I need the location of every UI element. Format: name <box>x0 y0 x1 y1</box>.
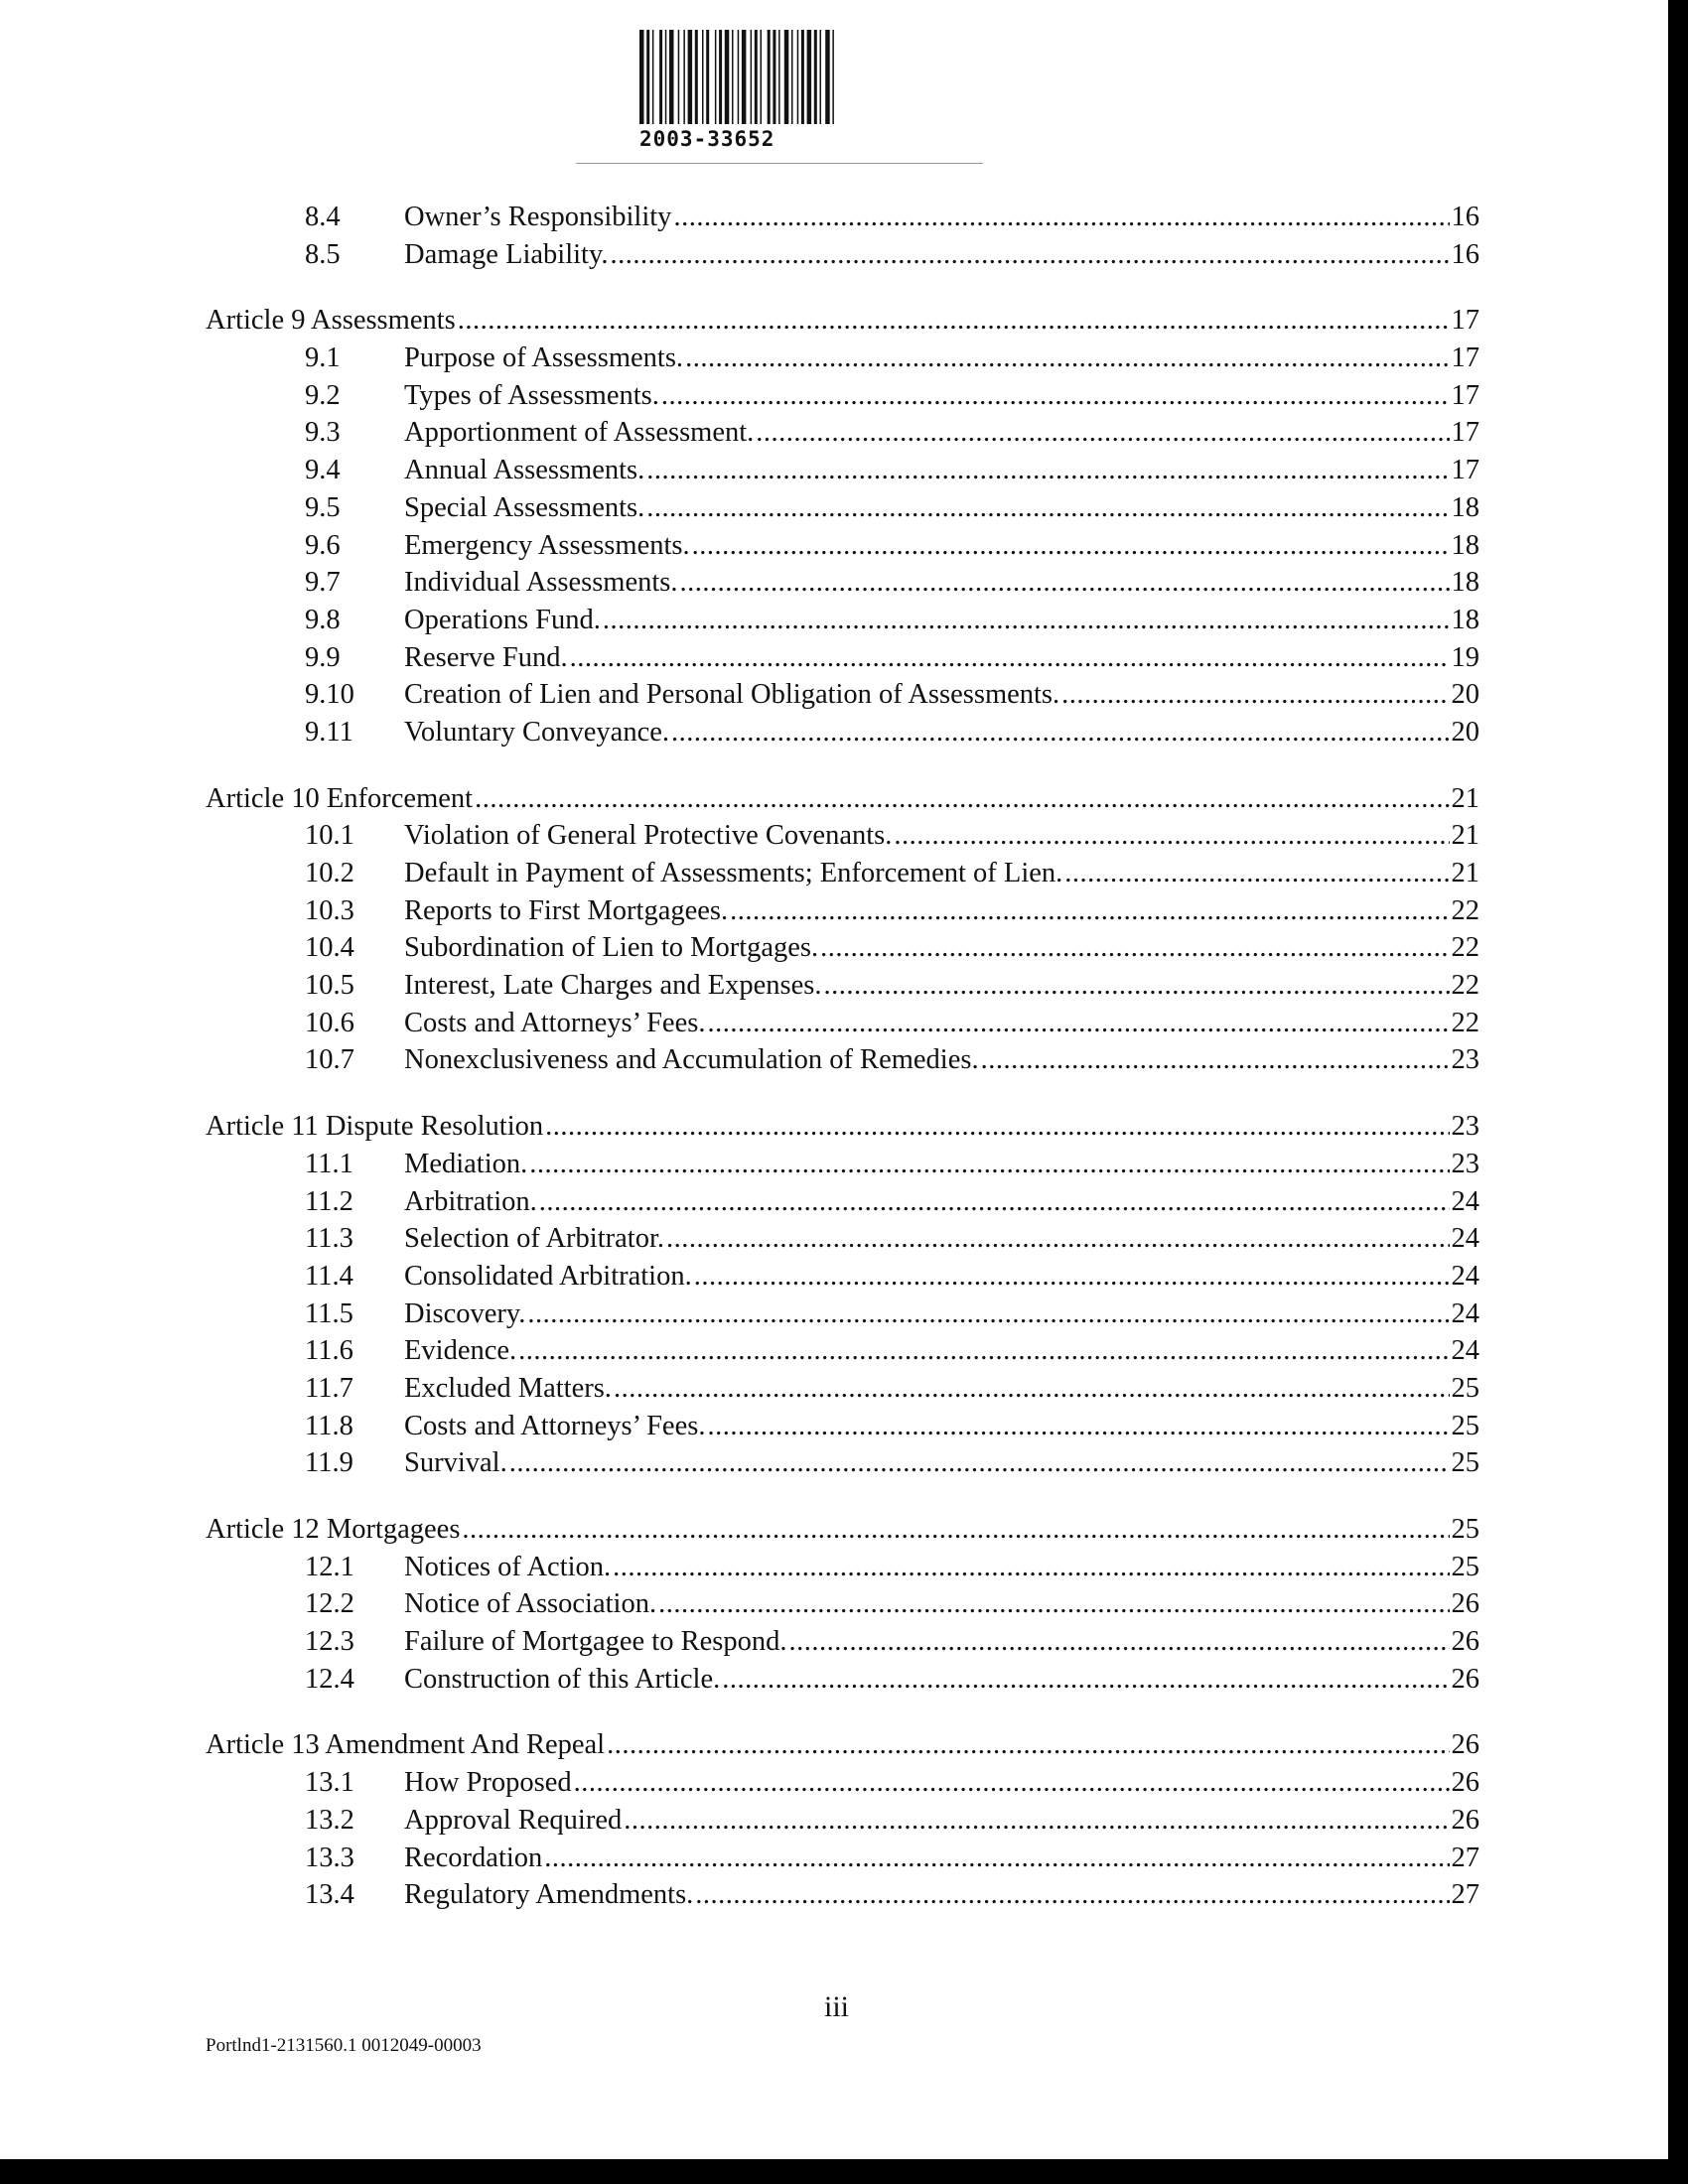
leader-dots <box>730 892 1449 930</box>
section-title: Emergency Assessments. <box>404 529 690 561</box>
toc-section-row <box>206 564 1479 602</box>
leader-dots <box>671 714 1450 751</box>
leader-dots <box>824 967 1450 1005</box>
barcode-bar <box>695 30 698 124</box>
section-title: Construction of this Article. <box>404 1663 721 1695</box>
leader-dots <box>539 1183 1450 1221</box>
section-number: 10.5 <box>305 970 354 1002</box>
table-of-contents <box>206 199 1479 1943</box>
toc-group <box>206 199 1479 273</box>
article-page: 25 <box>1451 1514 1479 1545</box>
barcode-bar <box>639 30 644 124</box>
leader-dots <box>673 199 1449 236</box>
leader-dots <box>680 564 1450 602</box>
section-number: 13.3 <box>305 1842 354 1873</box>
section-title: Annual Assessments. <box>404 455 645 486</box>
toc-section-row <box>206 452 1479 489</box>
section-number: 11.5 <box>305 1297 353 1329</box>
article-title: Article 13 Amendment And Repeal <box>206 1729 606 1761</box>
section-page: 16 <box>1451 202 1479 232</box>
article-page: 23 <box>1451 1111 1479 1143</box>
toc-section-row <box>206 1146 1479 1183</box>
toc-section-row <box>206 236 1479 274</box>
section-page: 23 <box>1451 1148 1479 1179</box>
barcode-bar <box>652 30 654 124</box>
leader-dots <box>1061 676 1449 714</box>
toc-section-row <box>206 1444 1479 1482</box>
toc-section-row <box>206 1876 1479 1914</box>
barcode-bar <box>742 30 747 124</box>
section-number: 9.7 <box>305 567 341 599</box>
toc-section-row <box>206 855 1479 892</box>
toc-group <box>206 1726 1479 1913</box>
barcode-bar <box>732 30 734 124</box>
section-number: 11.6 <box>305 1335 353 1367</box>
toc-group <box>206 1108 1479 1482</box>
section-number: 12.3 <box>305 1626 354 1658</box>
toc-section-row <box>206 1370 1479 1408</box>
leader-dots <box>570 639 1450 677</box>
section-title: Interest, Late Charges and Expenses. <box>404 970 822 1002</box>
section-page: 25 <box>1451 1372 1479 1404</box>
section-page: 20 <box>1451 679 1479 711</box>
section-number: 8.5 <box>305 238 341 270</box>
leader-dots <box>475 780 1449 818</box>
section-number: 11.8 <box>305 1410 353 1441</box>
barcode-image <box>635 30 933 124</box>
section-title: Purpose of Assessments. <box>404 342 684 374</box>
barcode-bar <box>768 30 771 124</box>
section-title: Operations Fund. <box>404 604 601 635</box>
section-title: Approval Required <box>404 1804 623 1836</box>
section-number: 9.5 <box>305 491 341 523</box>
barcode-bar <box>791 30 793 124</box>
section-number: 11.7 <box>305 1372 353 1404</box>
leader-dots <box>820 929 1449 967</box>
article-page: 21 <box>1451 782 1479 814</box>
section-page: 21 <box>1451 820 1479 852</box>
section-page: 17 <box>1451 455 1479 486</box>
section-title: Special Assessments. <box>404 491 645 523</box>
toc-section-row <box>206 1332 1479 1370</box>
section-number: 10.3 <box>305 894 354 926</box>
section-page: 26 <box>1451 1626 1479 1658</box>
toc-section-row <box>206 1005 1479 1042</box>
document-id: Portlnd1-2131560.1 0012049-00003 <box>206 2035 482 2056</box>
article-title: Article 10 Enforcement <box>206 782 474 814</box>
toc-section-row <box>206 1840 1479 1877</box>
section-title: Excluded Matters. <box>404 1372 612 1404</box>
barcode-bar <box>659 30 662 124</box>
section-title: Evidence. <box>404 1335 517 1367</box>
section-title: Recordation <box>404 1842 543 1873</box>
barcode-bar <box>706 30 709 124</box>
leader-dots <box>518 1332 1449 1370</box>
barcode-bar <box>669 30 674 124</box>
toc-group <box>206 1511 1479 1698</box>
toc-section-row <box>206 714 1479 751</box>
section-page: 18 <box>1451 604 1479 635</box>
toc-article-row <box>206 1511 1479 1549</box>
toc-section-row <box>206 414 1479 452</box>
section-number: 9.6 <box>305 529 341 561</box>
section-number: 11.1 <box>305 1148 353 1179</box>
section-title: Damage Liability. <box>404 238 609 270</box>
barcode-bar <box>719 30 722 124</box>
section-title: Reserve Fund. <box>404 641 568 673</box>
section-title: Consolidated Arbitration. <box>404 1260 692 1292</box>
barcode-bar <box>773 30 775 124</box>
barcode-bar <box>778 30 780 124</box>
barcode-bar <box>646 30 649 124</box>
toc-section-row <box>206 340 1479 377</box>
section-number: 9.1 <box>305 342 341 374</box>
section-number: 9.11 <box>305 716 353 748</box>
section-page: 18 <box>1451 567 1479 599</box>
section-title: Notice of Association. <box>404 1588 657 1620</box>
leader-dots <box>707 1408 1449 1445</box>
section-page: 27 <box>1451 1879 1479 1911</box>
leader-dots <box>707 1005 1449 1042</box>
barcode-bar <box>715 30 717 124</box>
barcode-bar <box>688 30 693 124</box>
section-page: 22 <box>1451 932 1479 964</box>
leader-dots <box>458 302 1450 340</box>
toc-group <box>206 780 1479 1080</box>
toc-section-row <box>206 1802 1479 1840</box>
toc-section-row <box>206 1041 1479 1079</box>
leader-dots <box>692 527 1450 565</box>
toc-section-row <box>206 1408 1479 1445</box>
leader-dots <box>666 1220 1450 1258</box>
section-number: 8.4 <box>305 202 341 232</box>
section-number: 11.3 <box>305 1223 353 1255</box>
section-number: 13.2 <box>305 1804 354 1836</box>
section-page: 24 <box>1451 1185 1479 1217</box>
section-title: Subordination of Lien to Mortgages. <box>404 932 819 964</box>
section-page: 24 <box>1451 1297 1479 1329</box>
section-number: 11.2 <box>305 1185 353 1217</box>
toc-section-row <box>206 1549 1479 1586</box>
section-page: 17 <box>1451 379 1479 411</box>
toc-section-row <box>206 377 1479 415</box>
section-title: Survival. <box>404 1447 507 1479</box>
leader-dots <box>981 1041 1450 1079</box>
leader-dots <box>694 1258 1450 1296</box>
toc-section-row <box>206 1764 1479 1802</box>
section-title: Violation of General Protective Covenants. <box>404 820 893 852</box>
toc-section-row <box>206 639 1479 677</box>
section-page: 25 <box>1451 1410 1479 1441</box>
section-number: 10.2 <box>305 858 354 888</box>
barcode-bar <box>665 30 667 124</box>
barcode-bar <box>807 30 812 124</box>
section-number: 12.4 <box>305 1663 354 1695</box>
section-number: 11.9 <box>305 1447 353 1479</box>
barcode-bar <box>683 30 685 124</box>
section-number: 10.6 <box>305 1007 354 1038</box>
leader-dots <box>574 1764 1450 1802</box>
section-title: Nonexclusiveness and Accumulation of Remedies. <box>404 1044 979 1076</box>
section-title: Owner’s Responsibility <box>404 202 672 232</box>
barcode-bar <box>755 30 758 124</box>
section-number: 12.1 <box>305 1551 354 1582</box>
leader-dots <box>527 1296 1449 1333</box>
barcode-bar <box>751 30 753 124</box>
toc-section-row <box>206 1296 1479 1333</box>
section-title: Costs and Attorneys’ Fees. <box>404 1007 706 1038</box>
section-number: 10.4 <box>305 932 354 964</box>
section-title: Discovery. <box>404 1297 526 1329</box>
leader-dots <box>658 1585 1449 1623</box>
section-page: 22 <box>1451 1007 1479 1038</box>
leader-dots <box>462 1511 1449 1549</box>
barcode-bar <box>784 30 789 124</box>
section-number: 11.4 <box>305 1260 353 1292</box>
section-title: Regulatory Amendments. <box>404 1879 694 1911</box>
toc-section-row <box>206 967 1479 1005</box>
toc-article-row <box>206 780 1479 818</box>
section-page: 21 <box>1451 858 1479 888</box>
section-page: 26 <box>1451 1804 1479 1836</box>
article-title: Article 9 Assessments <box>206 305 456 337</box>
toc-article-row <box>206 1108 1479 1146</box>
section-title: Selection of Arbitrator. <box>404 1223 664 1255</box>
leader-dots <box>529 1146 1449 1183</box>
barcode-bar <box>678 30 680 124</box>
section-page: 22 <box>1451 894 1479 926</box>
toc-section-row <box>206 1183 1479 1221</box>
section-title: Costs and Attorneys’ Fees. <box>404 1410 706 1441</box>
section-page: 25 <box>1451 1447 1479 1479</box>
section-page: 27 <box>1451 1842 1479 1873</box>
leader-dots <box>661 377 1450 415</box>
leader-dots <box>624 1802 1449 1840</box>
section-title: Failure of Mortgagee to Respond. <box>404 1626 787 1658</box>
section-page: 20 <box>1451 716 1479 748</box>
section-number: 9.2 <box>305 379 341 411</box>
barcode-bar <box>725 30 730 124</box>
section-number: 9.8 <box>305 604 341 635</box>
leader-dots <box>788 1623 1449 1661</box>
section-title: Default in Payment of Assessments; Enforcement of Lien. <box>404 858 1063 888</box>
leader-dots <box>894 817 1449 855</box>
barcode-bar <box>814 30 817 124</box>
section-number: 13.1 <box>305 1767 354 1799</box>
section-page: 23 <box>1451 1044 1479 1076</box>
leader-dots <box>756 414 1449 452</box>
section-title: Arbitration. <box>404 1185 537 1217</box>
section-page: 24 <box>1451 1223 1479 1255</box>
leader-dots <box>722 1661 1449 1699</box>
article-page: 17 <box>1451 305 1479 337</box>
section-page: 26 <box>1451 1588 1479 1620</box>
section-number: 9.3 <box>305 417 341 449</box>
section-title: Notices of Action. <box>404 1551 612 1582</box>
barcode-bar <box>825 30 830 124</box>
section-page: 19 <box>1451 641 1479 673</box>
section-page: 17 <box>1451 417 1479 449</box>
leader-dots <box>545 1108 1449 1146</box>
leader-dots <box>646 452 1449 489</box>
toc-section-row <box>206 929 1479 967</box>
page-number: iii <box>824 1990 850 2023</box>
divider <box>576 163 983 164</box>
section-page: 26 <box>1451 1663 1479 1695</box>
section-title: How Proposed <box>404 1767 572 1799</box>
section-number: 10.1 <box>305 820 354 852</box>
section-number: 9.9 <box>305 641 341 673</box>
section-title: Mediation. <box>404 1148 528 1179</box>
toc-section-row <box>206 1220 1479 1258</box>
section-number: 9.10 <box>305 679 354 711</box>
leader-dots <box>544 1840 1449 1877</box>
leader-dots <box>603 602 1450 639</box>
barcode-bar <box>797 30 799 124</box>
leader-dots <box>607 1726 1449 1764</box>
section-title: Apportionment of Assessment. <box>404 417 755 449</box>
toc-section-row <box>206 1258 1479 1296</box>
article-page: 26 <box>1451 1729 1479 1761</box>
toc-section-row <box>206 527 1479 565</box>
barcode-bar <box>738 30 740 124</box>
leader-dots <box>695 1876 1449 1914</box>
leader-dots <box>613 1549 1449 1586</box>
section-page: 24 <box>1451 1260 1479 1292</box>
toc-group <box>206 302 1479 751</box>
leader-dots <box>611 236 1450 274</box>
section-page: 18 <box>1451 491 1479 523</box>
toc-section-row <box>206 1585 1479 1623</box>
article-title: Article 12 Mortgagees <box>206 1514 461 1545</box>
barcode-bar <box>761 30 763 124</box>
barcode-bar <box>801 30 804 124</box>
section-page: 17 <box>1451 342 1479 374</box>
toc-section-row <box>206 489 1479 527</box>
section-number: 12.2 <box>305 1588 354 1620</box>
barcode-bar <box>820 30 822 124</box>
barcode-bar <box>702 30 704 124</box>
leader-dots <box>646 489 1449 527</box>
section-page: 26 <box>1451 1767 1479 1799</box>
toc-section-row <box>206 817 1479 855</box>
barcode-number: 2003-33652 <box>639 127 775 151</box>
section-page: 16 <box>1451 238 1479 270</box>
leader-dots <box>1064 855 1449 892</box>
toc-article-row <box>206 302 1479 340</box>
leader-dots <box>509 1444 1450 1482</box>
section-number: 9.4 <box>305 455 341 486</box>
section-page: 24 <box>1451 1335 1479 1367</box>
section-page: 22 <box>1451 970 1479 1002</box>
section-page: 18 <box>1451 529 1479 561</box>
toc-section-row <box>206 1623 1479 1661</box>
section-number: 10.7 <box>305 1044 354 1076</box>
leader-dots <box>685 340 1449 377</box>
toc-section-row <box>206 892 1479 930</box>
leader-dots <box>614 1370 1450 1408</box>
toc-section-row <box>206 676 1479 714</box>
section-title: Individual Assessments. <box>404 567 678 599</box>
toc-section-row <box>206 602 1479 639</box>
toc-section-row <box>206 199 1479 236</box>
section-number: 13.4 <box>305 1879 354 1911</box>
barcode-bar <box>832 30 834 124</box>
section-title: Creation of Lien and Personal Obligation of Assessments. <box>404 679 1060 711</box>
section-title: Types of Assessments. <box>404 379 659 411</box>
toc-article-row <box>206 1726 1479 1764</box>
section-title: Reports to First Mortgagees. <box>404 894 729 926</box>
section-title: Voluntary Conveyance. <box>404 716 669 748</box>
toc-section-row <box>206 1661 1479 1699</box>
article-title: Article 11 Dispute Resolution <box>206 1111 544 1143</box>
section-page: 25 <box>1451 1551 1479 1582</box>
